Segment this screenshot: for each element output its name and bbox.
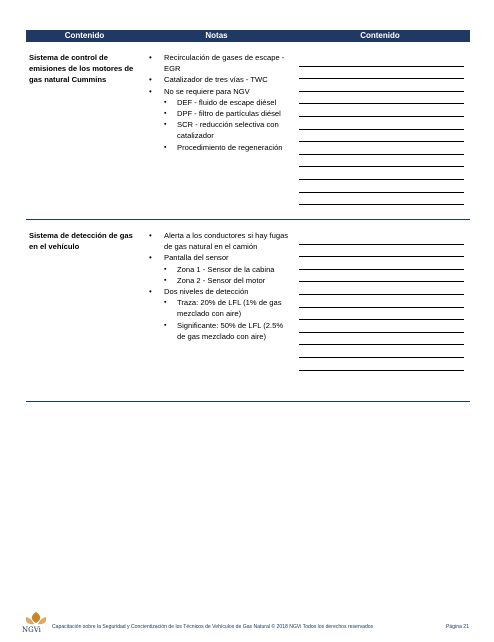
bullet-item: • No se requiere para NGV ▪ DEF - fluido de escape diésel ▪ DPF - filtro de partículas diésel ▪ SCR - reducción selectiva con catalizador ▪ Procedimiento de regeneración	[146, 86, 290, 153]
footer-text: Capacitación sobre la Seguridad y Concientización de los Técnicos de Vehículos de Gas Natural © 2018 NGVi Todos los derechos reservados	[52, 624, 374, 630]
bullet-item: • Alerta a los conductores si hay fugas de gas natural en el camión	[146, 230, 290, 252]
writing-line[interactable]	[299, 257, 464, 270]
row-notes	[143, 42, 290, 219]
page-number: Página 21	[446, 624, 469, 630]
sub-bullet-item: ▪ Procedimiento de regeneración	[164, 142, 290, 153]
table-row-emissions	[26, 42, 470, 220]
row-topic: Sistema de detección de gas en el vehículo	[29, 231, 133, 251]
sub-bullet-item: ▪ Significante: 50% de LFL (2.5% de gas mezclado con aire)	[164, 320, 290, 342]
writing-line[interactable]	[299, 270, 464, 283]
writing-line[interactable]	[299, 155, 464, 168]
logo-wordmark: NGVi	[22, 626, 41, 634]
ngvi-logo	[22, 611, 50, 642]
sub-bullet-item: ▪ Traza: 20% de LFL (1% de gas mezclado con aire)	[164, 297, 290, 319]
writing-line[interactable]	[299, 130, 464, 143]
writing-line[interactable]	[299, 193, 464, 206]
writing-line[interactable]	[299, 232, 464, 245]
sub-bullet-item: ▪ DPF - filtro de partículas diésel	[164, 108, 290, 119]
sub-bullet-item: ▪ DEF - fluido de escape diésel	[164, 97, 290, 108]
writing-line[interactable]	[299, 358, 464, 371]
writing-line[interactable]	[299, 320, 464, 333]
row-writing-lines	[290, 220, 470, 401]
writing-line[interactable]	[299, 79, 464, 92]
writing-line[interactable]	[299, 167, 464, 180]
writing-line[interactable]	[299, 92, 464, 105]
writing-line[interactable]	[299, 308, 464, 321]
writing-line[interactable]	[299, 333, 464, 346]
header-contenido-left: Contenido	[64, 31, 105, 40]
sub-bullet-item: ▪ Zona 1 - Sensor de la cabina	[164, 264, 290, 275]
writing-line[interactable]	[299, 345, 464, 358]
row-writing-lines	[290, 42, 470, 219]
bullet-item: • Dos niveles de detección ▪ Traza: 20% de LFL (1% de gas mezclado con aire) ▪ Significante: 50% de LFL (2.5% de gas mezclado con aire)	[146, 286, 290, 342]
row-notes	[143, 220, 290, 401]
writing-line[interactable]	[299, 180, 464, 193]
header-notas: Notas	[205, 31, 228, 40]
row-topic: Sistema de control de emisiones de los motores de gas natural Cummins	[29, 53, 134, 84]
sub-bullet-item: ▪ SCR - reducción selectiva con catalizador	[164, 119, 290, 141]
writing-line[interactable]	[299, 142, 464, 155]
writing-line[interactable]	[299, 295, 464, 308]
writing-line[interactable]	[299, 117, 464, 130]
writing-line[interactable]	[299, 104, 464, 117]
writing-line[interactable]	[299, 282, 464, 295]
notes-table	[26, 30, 470, 402]
page-footer	[0, 608, 494, 636]
writing-line[interactable]	[299, 54, 464, 67]
sub-bullet-item: ▪ Zona 2 - Sensor del motor	[164, 275, 290, 286]
table-row-gas-detection	[26, 220, 470, 402]
bullet-item: • Pantalla del sensor ▪ Zona 1 - Sensor de la cabina ▪ Zona 2 - Sensor del motor	[146, 252, 290, 286]
header-contenido-right: Contenido	[360, 31, 400, 40]
writing-line[interactable]	[299, 67, 464, 80]
bullet-item: • Recirculación de gases de escape - EGR	[146, 52, 290, 74]
table-header	[26, 30, 470, 42]
bullet-item: • Catalizador de tres vías - TWC	[146, 74, 290, 85]
writing-line[interactable]	[299, 245, 464, 258]
